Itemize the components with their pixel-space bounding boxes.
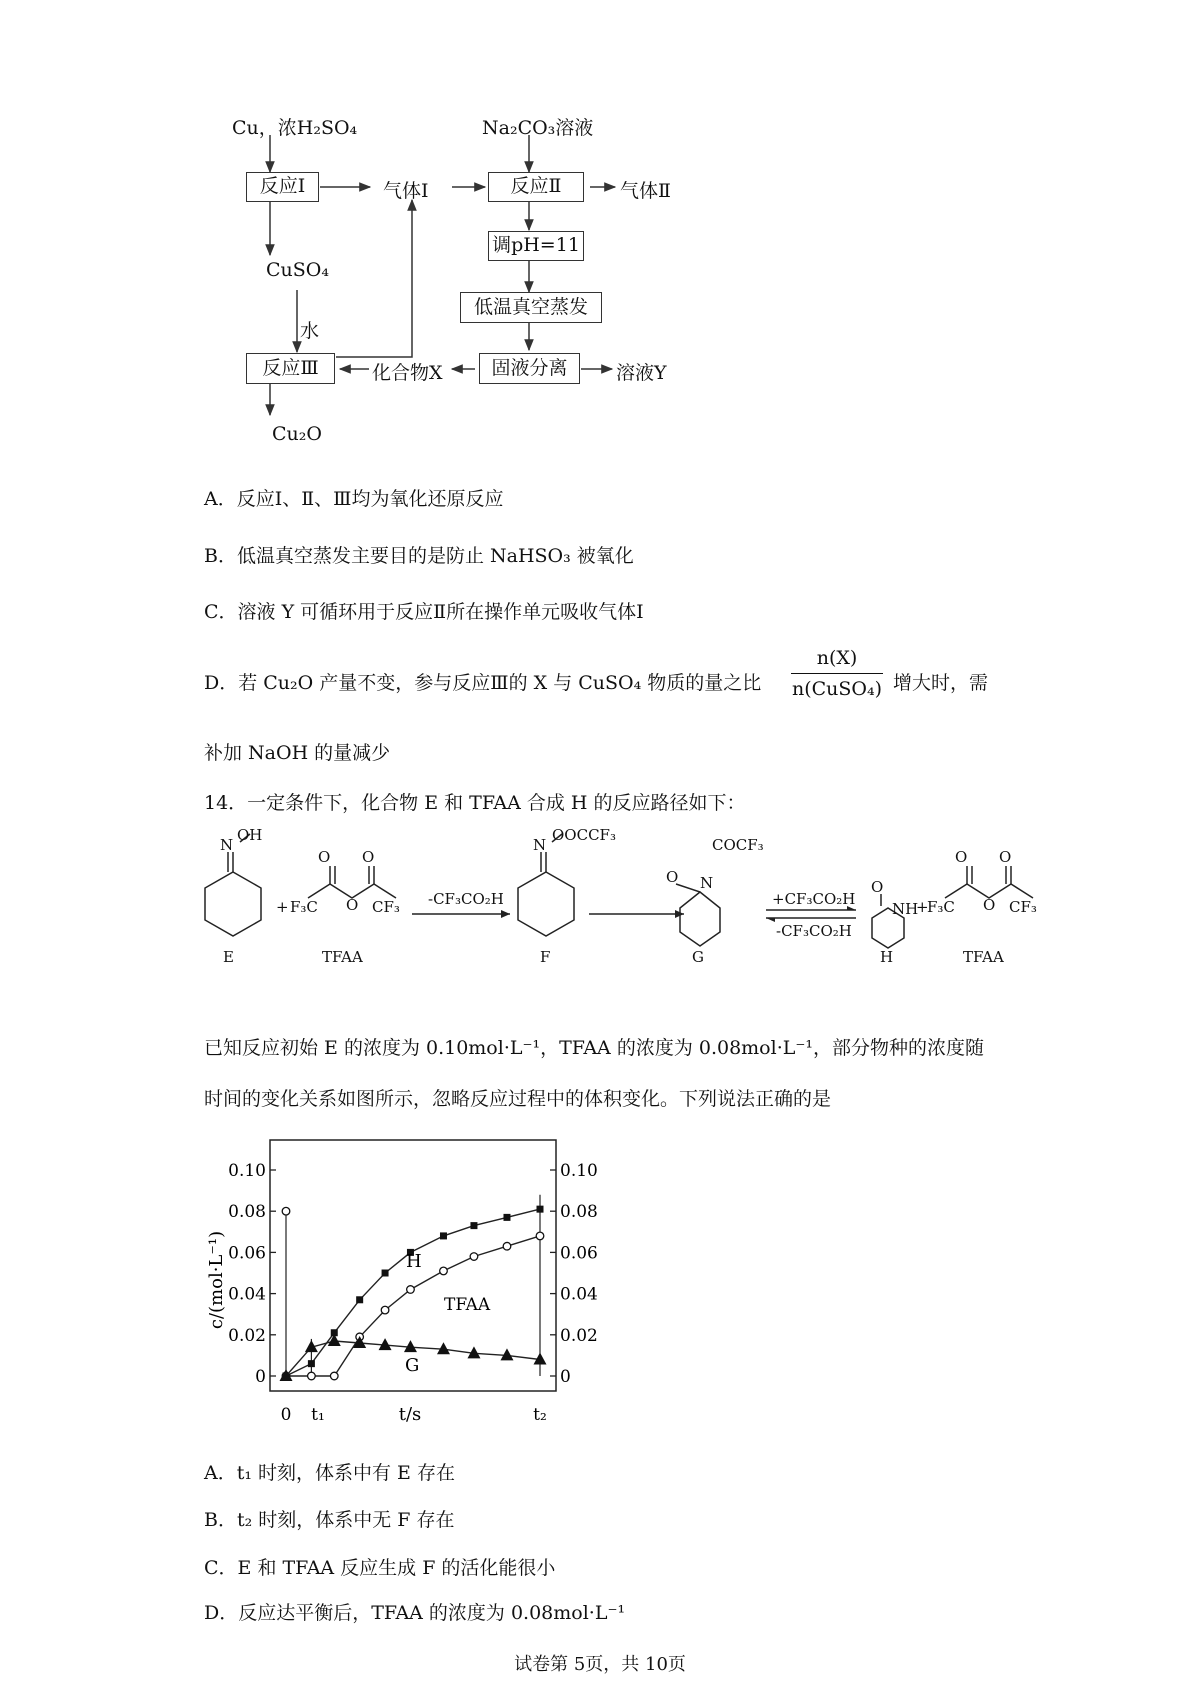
q14-option-c: C．E 和 TFAA 反应生成 F 的活化能很小 <box>204 1557 556 1579</box>
fraction-numerator: n(X) <box>816 647 858 669</box>
q14-known-line1: 已知反应初始 E 的浓度为 0.10mol·L⁻¹，TFAA 的浓度为 0.08mol·L⁻¹，部分物种的浓度随 <box>204 1037 984 1059</box>
f-label: F <box>540 948 551 966</box>
e-n: N <box>220 836 234 854</box>
y-tick-label-right: 0.10 <box>560 1161 598 1181</box>
input-na2co3: Na₂CO₃溶液 <box>482 117 594 139</box>
g-n: N <box>700 874 714 892</box>
q13-option-d-fraction <box>787 645 887 702</box>
q13-option-c: C．溶液 Y 可循环用于反应Ⅱ所在操作单元吸收气体Ⅰ <box>204 601 644 623</box>
data-point-tfaa <box>470 1253 478 1261</box>
page-footer: 试卷第 5页，共 10页 <box>514 1654 686 1675</box>
fraction-denominator: n(CuSO₄) <box>791 678 883 700</box>
data-point-h <box>503 1214 510 1221</box>
series-label-tfaa: TFAA <box>444 1295 491 1315</box>
data-point-tfaa <box>503 1242 511 1250</box>
cuso4-label: CuSO₄ <box>266 259 329 281</box>
eq-bottom-label: -CF₃CO₂H <box>776 922 852 940</box>
y-tick-label-right: 0.08 <box>560 1202 598 1223</box>
flowchart-arrows <box>0 0 1200 460</box>
f-n: N <box>533 836 547 854</box>
h-label: H <box>880 948 894 966</box>
series-label-g: G <box>405 1355 420 1376</box>
input-cu-h2so4: Cu，浓H₂SO₄ <box>232 117 358 139</box>
solution-y-label: 溶液Y <box>616 362 667 384</box>
g-label: G <box>692 948 704 966</box>
o-carbonyl-1a: O <box>318 848 331 866</box>
reaction-scheme <box>0 820 1200 970</box>
q14-stem: 14．一定条件下，化合物 E 和 TFAA 合成 H 的反应路径如下： <box>204 792 746 814</box>
y-tick-label-left: 0.02 <box>228 1325 266 1346</box>
y-tick-label-right: 0.06 <box>560 1243 598 1264</box>
y-tick-label-left: 0.08 <box>228 1202 266 1223</box>
plus-1: + <box>276 898 289 916</box>
y-tick-label-right: 0.02 <box>560 1325 598 1346</box>
reaction-3-box: 反应Ⅲ <box>246 353 335 384</box>
h-o: O <box>871 878 884 896</box>
fraction-bar <box>791 673 883 674</box>
data-point-h <box>470 1222 477 1229</box>
f-ring <box>518 872 574 936</box>
reaction-1-box: 反应Ⅰ <box>246 172 319 202</box>
arrow1-label: -CF₃CO₂H <box>428 890 504 908</box>
x-tick-0: 0 <box>280 1405 292 1425</box>
o-carbonyl-2b: O <box>999 848 1012 866</box>
h-nh: NH <box>892 900 919 918</box>
data-point-tfaa <box>330 1372 338 1380</box>
data-point-g <box>437 1342 450 1354</box>
x-tick-t2: t₂ <box>533 1405 547 1425</box>
reaction-2-box: 反应Ⅱ <box>488 172 584 202</box>
q13-option-d-continued: 补加 NaOH 的量减少 <box>204 742 391 764</box>
f-substituent: OOCCF₃ <box>552 826 616 844</box>
y-tick-label-right: 0 <box>560 1367 571 1387</box>
data-point-tfaa <box>282 1207 290 1215</box>
o-bridge-1: O <box>346 896 359 914</box>
q14-option-d: D．反应达平衡后，TFAA 的浓度为 0.08mol·L⁻¹ <box>204 1602 626 1624</box>
y-tick-label-left: 0.06 <box>228 1243 266 1264</box>
q13-option-a: A．反应Ⅰ、Ⅱ、Ⅲ均为氧化还原反应 <box>204 488 504 510</box>
y-axis-label: c/(mol·L⁻¹) <box>206 1230 227 1330</box>
y-tick-label-left: 0.04 <box>228 1284 266 1305</box>
eq-top-label: +CF₃CO₂H <box>772 890 856 908</box>
plus-2: + <box>916 898 929 916</box>
data-point-tfaa <box>440 1267 448 1275</box>
data-point-tfaa <box>536 1232 544 1240</box>
data-point-h <box>356 1296 363 1303</box>
g-substituent: COCF₃ <box>712 836 764 854</box>
data-point-h <box>440 1232 447 1239</box>
f3c-1: F₃C <box>290 898 318 916</box>
cf3-1: CF₃ <box>372 898 400 916</box>
concentration-chart <box>0 1120 1200 1450</box>
q14-known-line2: 时间的变化关系如图所示，忽略反应过程中的体积变化。下列说法正确的是 <box>204 1088 832 1110</box>
gas-1-label: 气体Ⅰ <box>383 180 429 202</box>
cf3-2: CF₃ <box>1009 898 1037 916</box>
series-label-h: H <box>406 1251 422 1272</box>
adjust-ph-box: 调pH=11 <box>488 231 584 261</box>
x-axis-label: t/s <box>398 1404 422 1425</box>
tfaa-label-1: TFAA <box>322 948 363 966</box>
evaporation-box: 低温真空蒸发 <box>460 292 602 323</box>
q13-option-d-part2: 增大时，需 <box>893 672 989 694</box>
tfaa-label-2: TFAA <box>963 948 1004 966</box>
cu2o-label: Cu₂O <box>272 423 322 445</box>
data-point-tfaa <box>407 1286 415 1294</box>
compound-x-label: 化合物X <box>372 362 443 384</box>
q13-option-b: B．低温真空蒸发主要目的是防止 NaHSO₃ 被氧化 <box>204 545 634 567</box>
data-point-g <box>500 1348 513 1360</box>
g-o: O <box>666 868 679 886</box>
data-point-tfaa <box>308 1372 316 1380</box>
e-label: E <box>223 948 234 966</box>
f3c-2: F₃C <box>927 898 955 916</box>
q14-option-b: B．t₂ 时刻，体系中无 F 存在 <box>204 1509 455 1531</box>
gas-2-label: 气体Ⅱ <box>620 180 671 202</box>
data-point-h <box>382 1270 389 1277</box>
y-tick-label-right: 0.04 <box>560 1284 598 1305</box>
y-tick-label-left: 0.10 <box>228 1161 266 1181</box>
y-tick-label-left: 0 <box>255 1367 266 1387</box>
data-point-tfaa <box>381 1306 389 1314</box>
o-carbonyl-2a: O <box>955 848 968 866</box>
data-point-h <box>537 1206 544 1213</box>
o-carbonyl-1b: O <box>362 848 375 866</box>
x-tick-t1: t₁ <box>311 1405 325 1425</box>
o-bridge-2: O <box>983 896 996 914</box>
e-ring <box>205 872 261 936</box>
water-label: 水 <box>300 320 320 342</box>
q13-option-d-part1: D．若 Cu₂O 产量不变，参与反应Ⅲ的 X 与 CuSO₄ 物质的量之比 <box>204 672 762 694</box>
e-oh: OH <box>237 826 263 844</box>
separation-box: 固液分离 <box>479 353 580 384</box>
q14-option-a: A．t₁ 时刻，体系中有 E 存在 <box>204 1462 455 1484</box>
data-point-h <box>308 1360 315 1367</box>
